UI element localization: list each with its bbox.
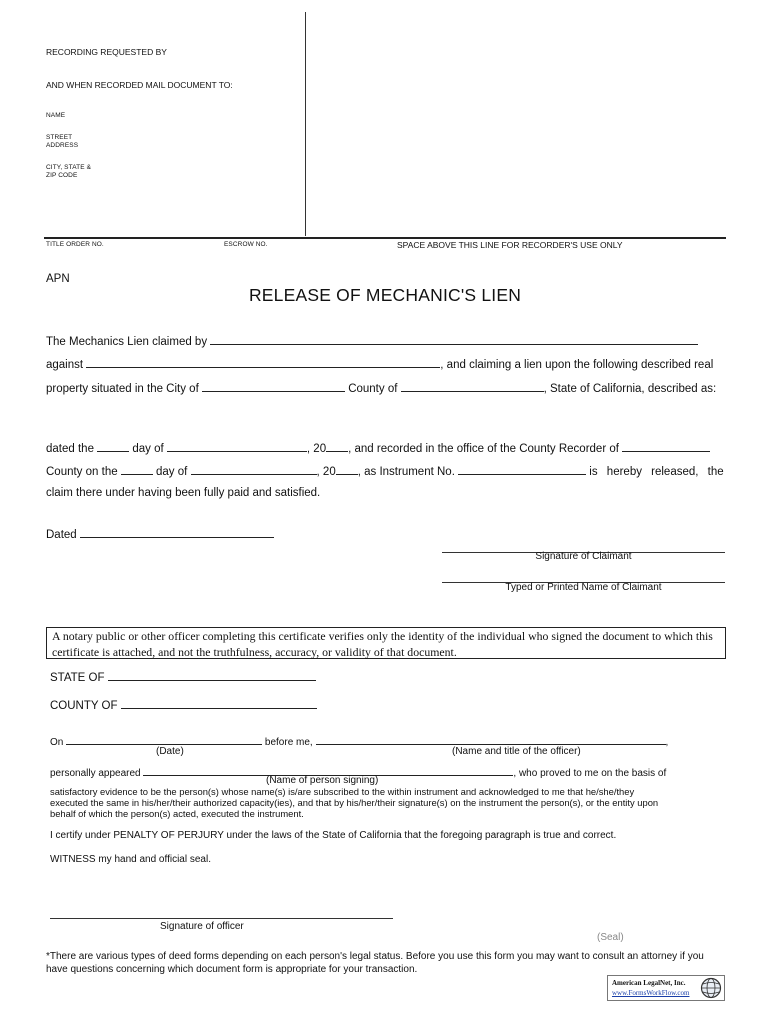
claimed-by-line [46,333,698,348]
typed-name-caption: Typed or Printed Name of Claimant [505,582,662,593]
county-on-line [46,463,724,478]
notary-disclaimer-box [46,627,726,659]
brand-name: American LegalNet, Inc. [612,979,686,987]
day-of-text-2: day of [156,466,188,478]
title-order-label: TITLE ORDER NO. [46,241,104,248]
certify-text: I certify under PENALTY OF PERJURY under the laws of the State of California that the foregoing paragraph is true and correct. [50,830,617,841]
recorded-year-field[interactable] [336,463,358,475]
recorded-office-text: , and recorded in the office of the County Recorder of [348,443,619,455]
apn-label: APN [46,273,70,285]
claimant-signature-caption: Signature of Claimant [535,551,632,562]
escrow-label: ESCROW NO. [224,241,268,248]
date-caption: (Date) [156,746,184,757]
dated-text: Dated [46,529,77,541]
recorded-day-field[interactable] [121,463,153,475]
name-label: NAME [46,112,66,119]
mail-to-label: AND WHEN RECORDED MAIL DOCUMENT TO: [46,80,233,90]
claim-paid-text: claim there under having been fully paid and satisfied. [46,487,321,499]
before-me-text: before me, [264,737,313,748]
year-20-text: , 20 [306,443,327,455]
notary-disclaimer-text: A notary public or other officer completing this certificate verifies only the identity of the individual who signed the document to which this certificate is attached, and not the truthfulness, accuracy, or validity of that document. [52,629,713,659]
evidence-line-1: satisfactory evidence to be the person(s) whose name(s) is/are subscribed to the within instrument and acknowledged to me that he/she/they [50,786,635,797]
officer-name-field[interactable] [316,734,666,745]
county-recorder-field[interactable] [622,440,710,452]
city-field[interactable] [202,380,345,392]
recorded-month-field[interactable] [191,463,317,475]
footer-note-1: *There are various types of deed forms depending on each person's legal status. Before you use this form you may want to consult an attorney if you [46,951,704,962]
recording-requested-by: RECORDING REQUESTED BY [46,47,167,57]
personally-appeared-text: personally appeared [50,768,141,779]
state-of-text: STATE OF [50,672,105,684]
instrument-no-text: , as Instrument No. [357,466,455,478]
officer-signature-caption: Signature of officer [160,921,244,932]
evidence-line-3: behalf of which the person(s) acted, executed the instrument. [50,808,304,819]
dated-the-text: dated the [46,443,94,455]
person-caption: (Name of person signing) [266,775,379,786]
notary-county-text: COUNTY OF [50,700,118,712]
county-field[interactable] [401,380,544,392]
dated-field[interactable] [80,526,274,538]
against-line [46,356,713,371]
county-of-line [50,697,317,712]
on-text: On [50,737,64,748]
state-of-line [50,669,316,684]
instrument-no-field[interactable] [458,463,586,475]
notary-date-field[interactable] [66,734,262,745]
globe-logo-icon [700,977,722,999]
claimant-name-field[interactable] [210,333,698,345]
property-line [46,380,716,395]
state-of-field[interactable] [108,669,316,681]
header-divider [305,12,306,236]
county-of-text: County of [348,383,398,395]
against-name-field[interactable] [86,356,440,368]
officer-signature-line[interactable] [50,918,393,919]
dated-month-field[interactable] [167,440,307,452]
street-label-2: ADDRESS [46,142,79,149]
street-label-1: STREET [46,134,73,141]
footer-note-2: have questions concerning which document form is appropriate for your transaction. [46,964,418,975]
notary-county-field[interactable] [121,697,317,709]
city-label-1: CITY, STATE & [46,164,92,171]
proved-basis-text: , who proved to me on the basis of [513,768,667,779]
recorder-line [44,237,726,239]
day-of-text: day of [132,443,164,455]
dated-the-line [46,440,710,455]
dated-day-field[interactable] [97,440,129,452]
city-label-2: ZIP CODE [46,172,78,179]
claimed-by-text: The Mechanics Lien claimed by [46,336,208,348]
comma-text: , [665,737,669,748]
year-20-text-2: , 20 [316,466,336,478]
against-text: against [46,359,84,371]
witness-text: WITNESS my hand and official seal. [50,854,211,865]
seal-label: (Seal) [597,932,624,943]
dated-year-field[interactable] [326,440,348,452]
officer-caption: (Name and title of the officer) [452,746,581,757]
property-city-text: property situated in the City of [46,383,199,395]
evidence-line-2: executed the same in his/her/their authorized capacity(ies), and that by his/her/their signature(s) on the instrument the person(s), or the entity upon [50,797,659,808]
recorder-space-label: SPACE ABOVE THIS LINE FOR RECORDER'S USE ONLY [397,240,623,250]
county-on-text: County on the [46,466,118,478]
document-title: RELEASE OF MECHANIC'S LIEN [248,285,522,305]
brand-logo-box [607,975,725,1001]
state-described-text: , State of California, described as: [543,383,717,395]
dated-line [46,526,274,541]
hereby-released-text: is hereby released, the [589,466,724,478]
brand-url[interactable]: www.FormsWorkFlow.com [612,989,690,997]
claiming-lien-text: , and claiming a lien upon the following described real [440,359,714,371]
